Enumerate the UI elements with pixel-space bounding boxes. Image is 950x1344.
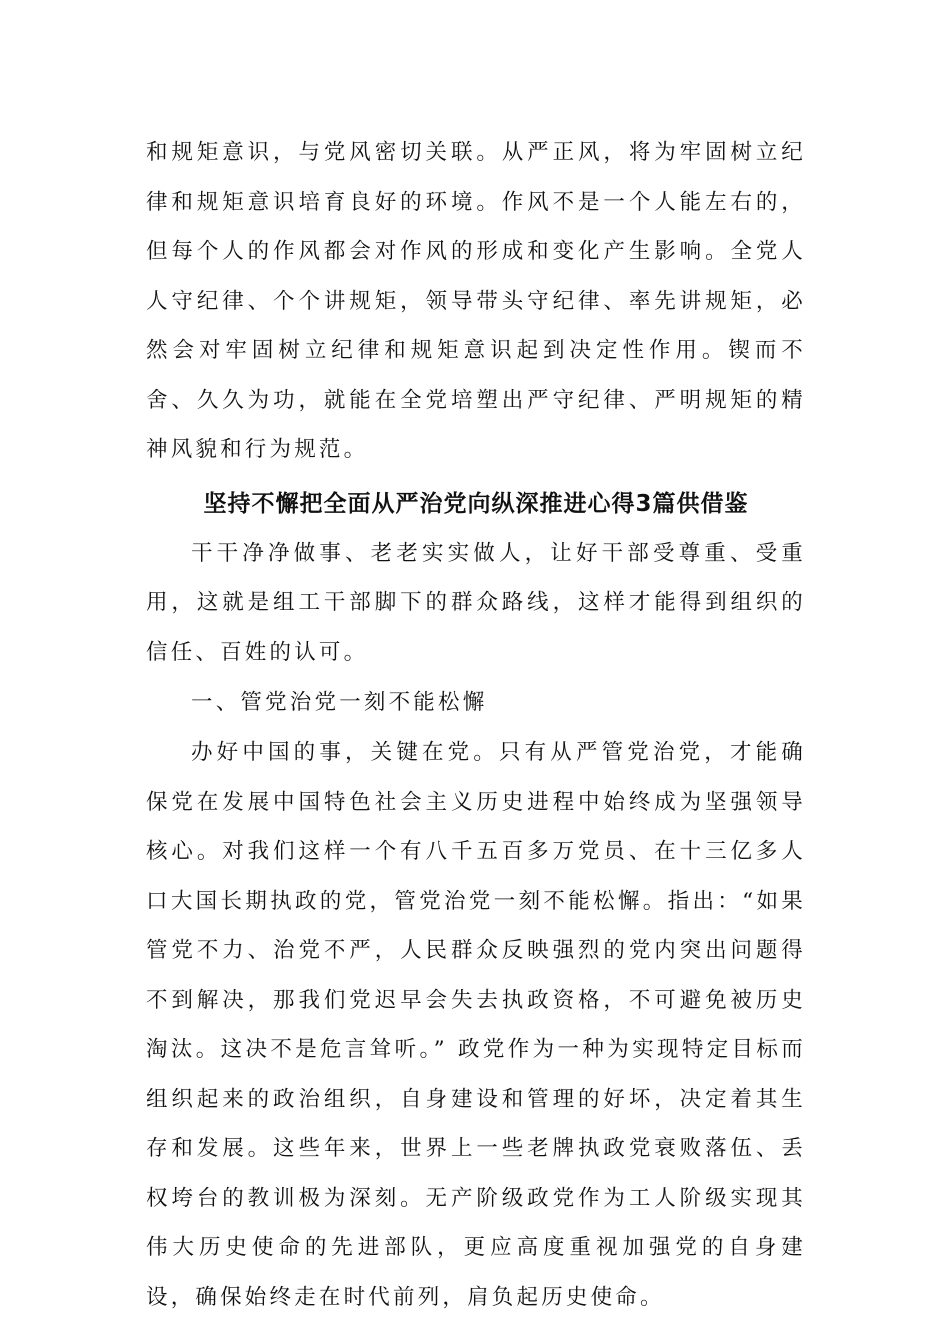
document-page (146, 128, 806, 1322)
paragraph-2: 办好中国的事，关键在党。只有从严管党治党，才能确保党在发展中国特色社会主义历史进程中始终成为坚强领导核心。对我们这样一个有八千五百多万党员、在十三亿多人口大国长期执政的党，管党治党一刻不能松懈。指出：“如果管党不力、治党不严，人民群众反映强烈的党内突出问题得不到解决，那我们党迟早会失去执政资格，不可避免被历史淘汰。这决不是危言耸听。” 政党作为一种为实现特定目标而组织起来的政治组织，自身建设和管理的好坏，决定着其生存和发展。这些年来，世界上一些老牌执政党衰败落伍、丢权垮台的教训极为深刻。无产阶级政党作为工人阶级实现其伟大历史使命的先进部队，更应高度重视加强党的自身建设，确保始终走在时代前列，肩负起历史使命。 (146, 740, 806, 1310)
intro-paragraph: 和规矩意识，与党风密切关联。从严正风，将为牢固树立纪律和规矩意识培育良好的环境。作风不是一个人能左右的，但每个人的作风都会对作风的形成和变化产生影响。全党人人守纪律、个个讲规矩，领导带头守纪律、率先讲规矩，必然会对牢固树立纪律和规矩意识起到决定性作用。锲而不舍、久久为功，就能在全党培塑出严守纪律、严明规矩的精神风貌和行为规范。 (146, 140, 806, 462)
section-heading: 一、管党治党一刻不能松懈 (191, 690, 488, 715)
paragraph-1: 干干净净做事、老老实实做人，让好干部受尊重、受重用，这就是组工干部脚下的群众路线，这样才能得到组织的信任、百姓的认可。 (146, 540, 806, 665)
document-title: 坚持不懈把全面从严治党向纵深推进心得3篇供借鉴 (203, 490, 749, 517)
